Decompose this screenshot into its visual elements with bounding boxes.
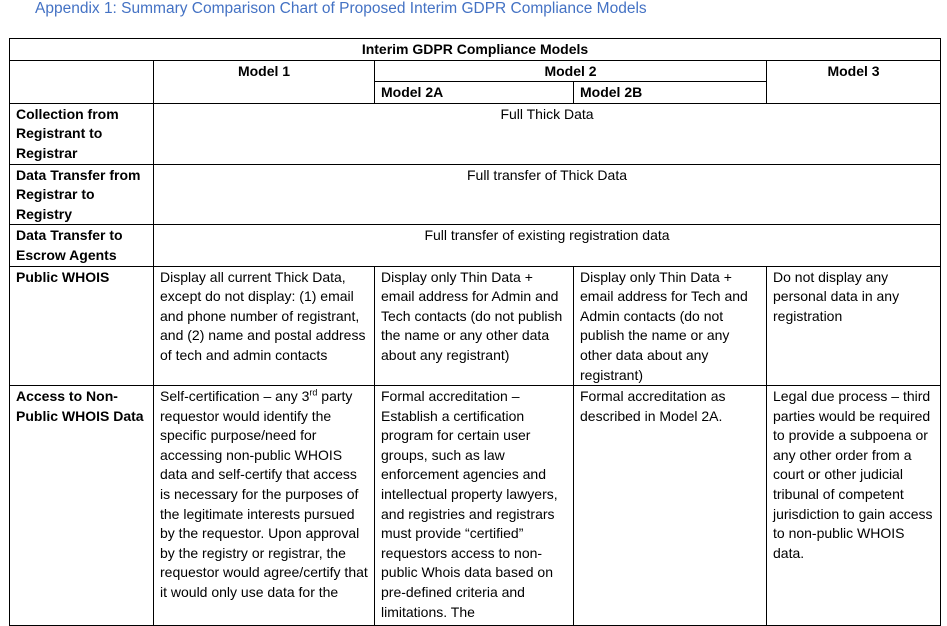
- row-transfer-escrow: [10, 225, 941, 266]
- public-whois-model2a: Display only Thin Data + email address for Admin and Tech contacts (do not publish the name or any other data about any registrant): [375, 266, 574, 386]
- row-label-transfer-registry: Data Transfer from Registrar to Registry: [10, 164, 154, 225]
- transfer-registry-value: Full transfer of Thick Data: [154, 164, 941, 225]
- row-collection: [10, 103, 941, 164]
- model2a-header: Model 2A: [375, 82, 574, 104]
- public-whois-model1: Display all current Thick Data, except do not display: (1) email and phone number of registrant, and (2) name and postal address of tech and admin contacts: [154, 266, 375, 386]
- access-model2b: Formal accreditation as described in Model 2A.: [574, 386, 767, 626]
- access-model2a-text: Formal accreditation – Establish a certification program for certain user groups, such as law enforcement agencies and intellectual property lawyers, and registries and registrars must provide “certified” requestors access to non-public Whois data based on pre-defined criteria and limitations. The: [381, 388, 558, 620]
- public-whois-model2b: Display only Thin Data + email address for Tech and Admin contacts (do not publish the name or any other data about any registrant): [574, 266, 767, 386]
- header-row-models: [10, 60, 941, 82]
- collection-value: Full Thick Data: [154, 103, 941, 164]
- row-access: [10, 386, 941, 626]
- row-transfer-registry: [10, 164, 941, 225]
- access-model1-text-start: Self-certification – any 3: [160, 388, 310, 405]
- table-group-header: Interim GDPR Compliance Models: [10, 39, 941, 61]
- comparison-table: [9, 38, 941, 626]
- transfer-escrow-value: Full transfer of existing registration data: [154, 225, 941, 266]
- model3-header: Model 3: [767, 60, 941, 103]
- model2b-header: Model 2B: [574, 82, 767, 104]
- header-row-group: [10, 39, 941, 61]
- access-model2a: [375, 386, 574, 626]
- access-model1-text-end: party requestor would identify the specific purpose/need for accessing non-public WHOIS data and self-certify that access is necessary for the purposes of the legitimate interests pursued by the requestor. Upon approval by the registry or registrar, the requestor would agree/certify that it would only use data for the: [160, 388, 368, 601]
- row-label-collection: Collection from Registrant to Registrar: [10, 103, 154, 164]
- public-whois-model3: Do not display any personal data in any registration: [767, 266, 941, 386]
- row-label-public-whois: Public WHOIS: [10, 266, 154, 386]
- row-label-transfer-escrow: Data Transfer to Escrow Agents: [10, 225, 154, 266]
- access-model1-superscript: rd: [309, 387, 318, 398]
- model2-header: Model 2: [375, 60, 767, 82]
- row-label-access: Access to Non-Public WHOIS Data: [10, 386, 154, 626]
- row-public-whois: [10, 266, 941, 386]
- corner-cell: [10, 60, 154, 103]
- access-model3: Legal due process – third parties would be required to provide a subpoena or any other order from a court or other judicial tribunal of competent jurisdiction to gain access to non-public WHOIS data.: [767, 386, 941, 626]
- model1-header: Model 1: [154, 60, 375, 103]
- access-model1: [154, 386, 375, 626]
- appendix-title: Appendix 1: Summary Comparison Chart of Proposed Interim GDPR Compliance Models: [35, 0, 647, 17]
